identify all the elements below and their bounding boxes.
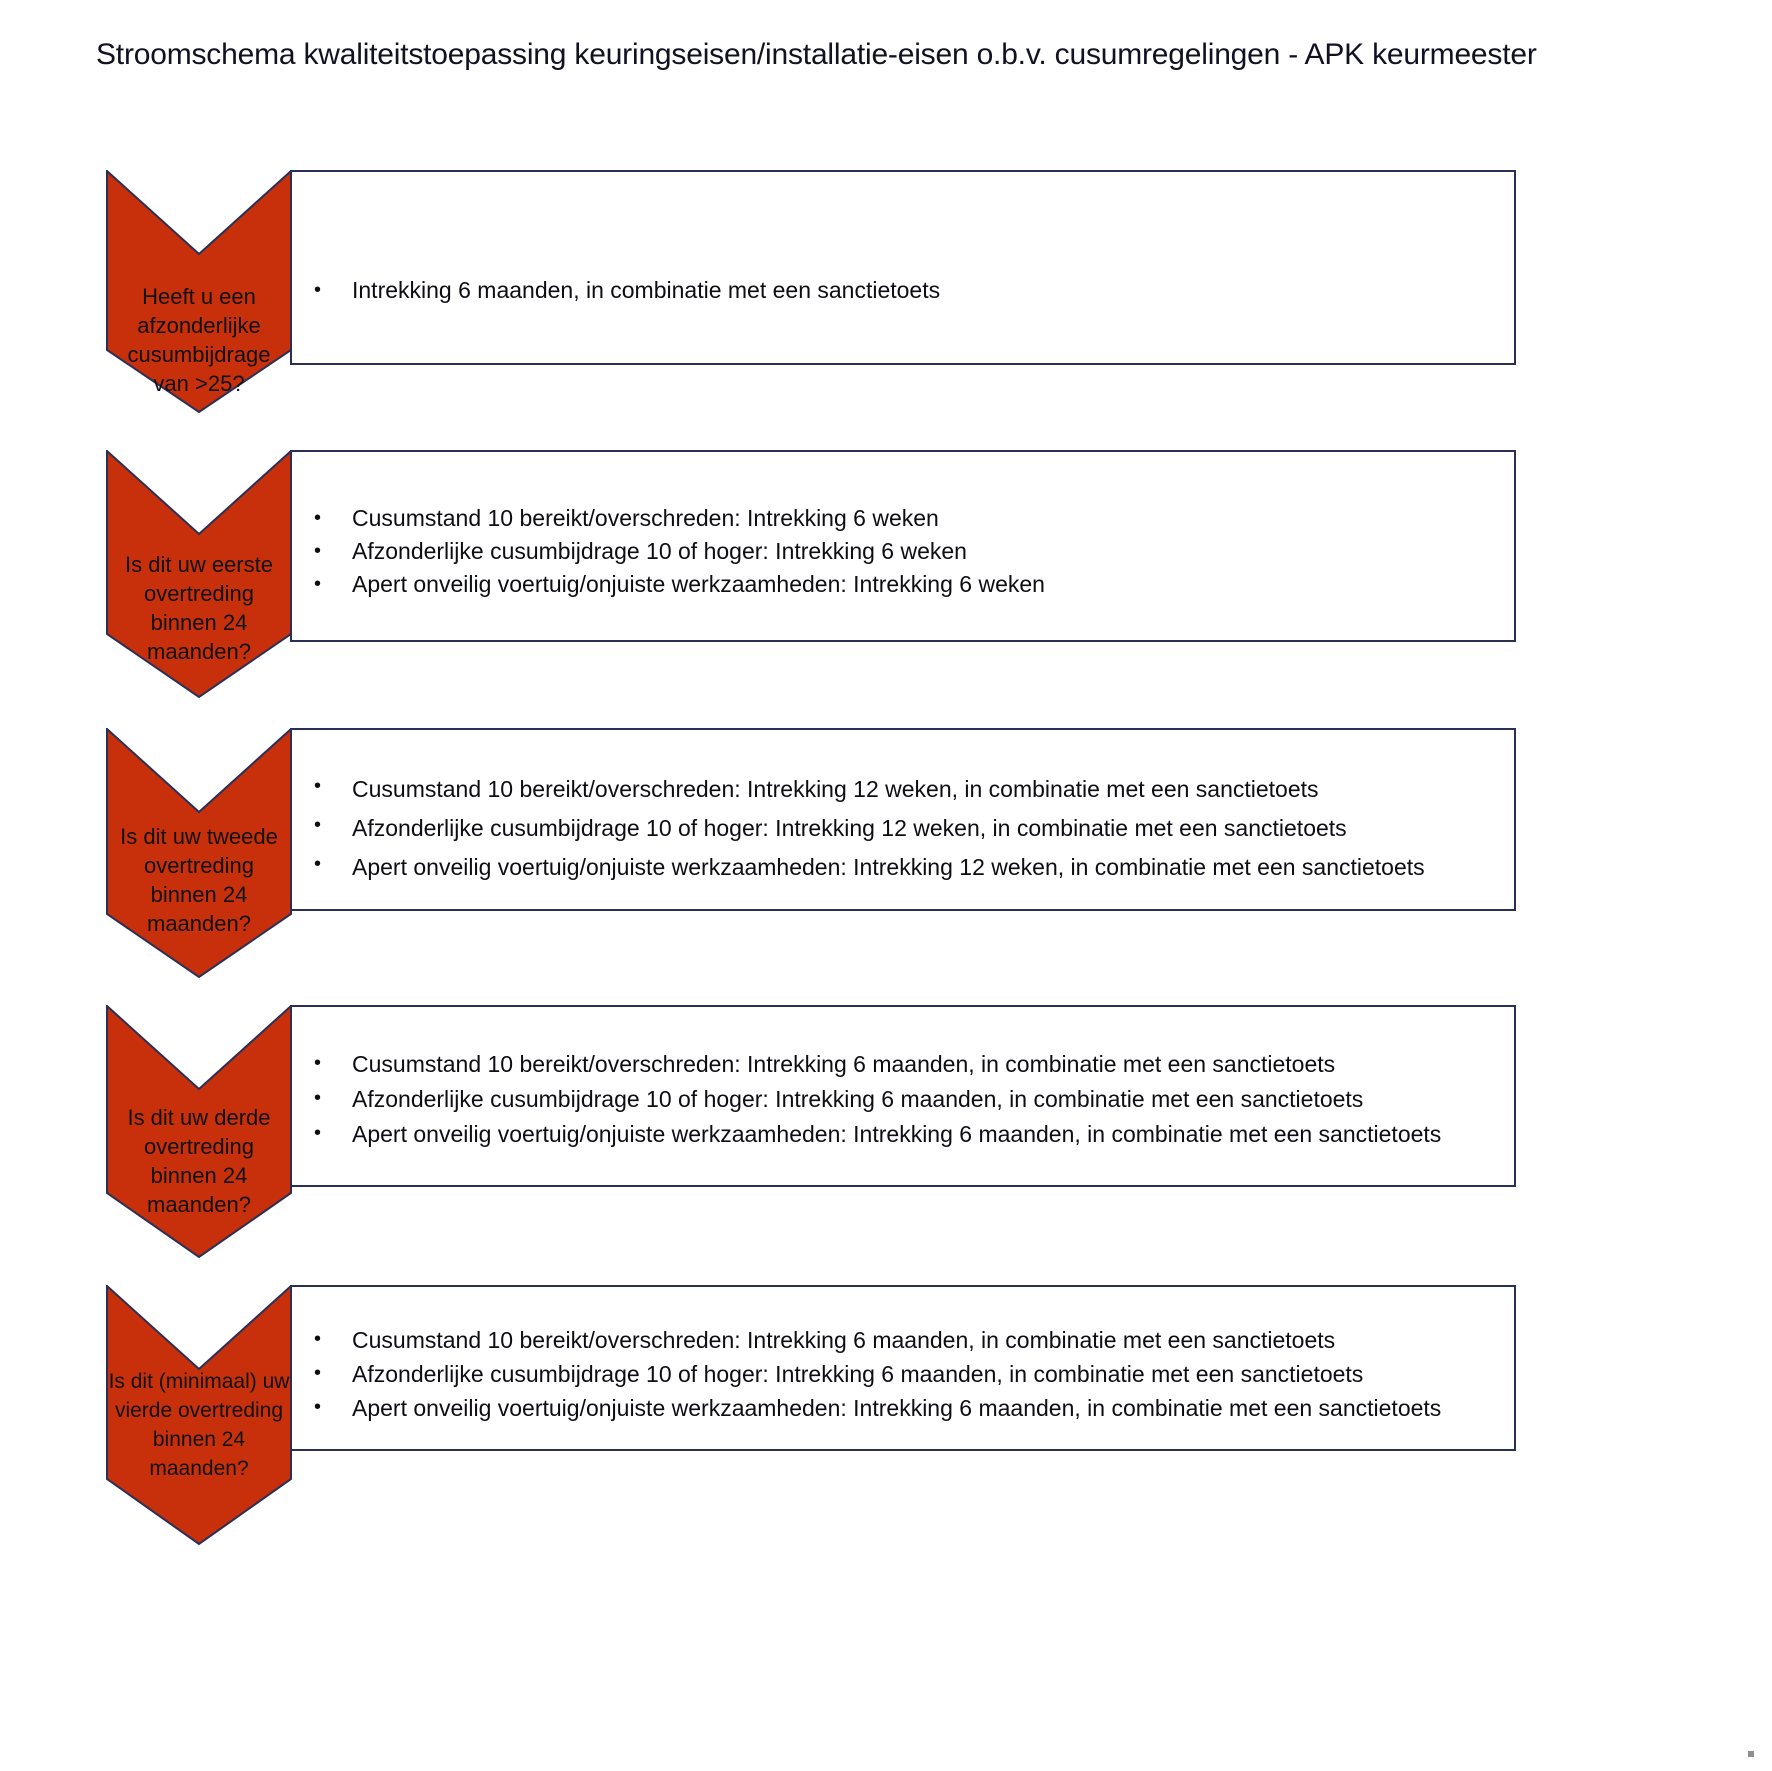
chevron-down-icon <box>106 1285 292 1545</box>
list-item: • Intrekking 6 maanden, in combinatie met een sanctietoets <box>290 274 1516 307</box>
outcome-box-1-bullets <box>290 274 1516 307</box>
question-chevron-2[interactable] <box>106 450 292 698</box>
list-item: • Cusumstand 10 bereikt/overschreden: Intrekking 12 weken, in combinatie met een sanctietoets <box>290 770 1516 809</box>
chevron-down-icon <box>106 1005 292 1258</box>
list-item: • Apert onveilig voertuig/onjuiste werkzaamheden: Intrekking 6 weken <box>290 568 1516 601</box>
list-item: • Cusumstand 10 bereikt/overschreden: Intrekking 6 weken <box>290 502 1516 535</box>
chevron-down-icon <box>106 170 292 413</box>
chevron-down-icon <box>106 728 292 978</box>
question-chevron-2-label: Is dit uw eerste overtreding binnen 24 maanden? <box>125 552 273 664</box>
question-chevron-5[interactable] <box>106 1285 292 1545</box>
outcome-box-1 <box>290 170 1516 365</box>
list-item: • Afzonderlijke cusumbijdrage 10 of hoger: Intrekking 6 maanden, in combinatie met een sanctietoets <box>290 1357 1516 1391</box>
flow-row-1 <box>0 170 1772 430</box>
question-chevron-4-label: Is dit uw derde overtreding binnen 24 maanden? <box>127 1105 271 1217</box>
question-chevron-5-label: Is dit (minimaal) uw vierde overtreding binnen 24 maanden? <box>108 1370 290 1480</box>
outcome-box-2-bullets <box>290 502 1516 601</box>
flow-row-2 <box>0 450 1772 710</box>
page-title: Stroomschema kwaliteitstoepassing keuringseisen/installatie-eisen o.b.v. cusumregelingen - APK keurmeester <box>96 38 1537 71</box>
list-item: • Afzonderlijke cusumbijdrage 10 of hoger: Intrekking 12 weken, in combinatie met een sanctietoets <box>290 809 1516 848</box>
question-chevron-1-label: Heeft u een afzonderlijke cusumbijdrage van >25? <box>127 284 271 396</box>
outcome-box-3-bullets <box>290 770 1516 887</box>
flow-row-4 <box>0 1005 1772 1275</box>
outcome-box-5-bullets <box>290 1323 1516 1425</box>
flow-row-3 <box>0 728 1772 998</box>
list-item: • Afzonderlijke cusumbijdrage 10 of hoger: Intrekking 6 maanden, in combinatie met een sanctietoets <box>290 1082 1516 1117</box>
list-item: • Cusumstand 10 bereikt/overschreden: Intrekking 6 maanden, in combinatie met een sanctietoets <box>290 1323 1516 1357</box>
question-chevron-4[interactable] <box>106 1005 292 1258</box>
chevron-down-icon <box>106 450 292 698</box>
list-item: • Cusumstand 10 bereikt/overschreden: Intrekking 6 maanden, in combinatie met een sanctietoets <box>290 1047 1516 1082</box>
list-item: • Afzonderlijke cusumbijdrage 10 of hoger: Intrekking 6 weken <box>290 535 1516 568</box>
page-corner-mark <box>1748 1751 1754 1757</box>
question-chevron-1[interactable] <box>106 170 292 413</box>
list-item: • Apert onveilig voertuig/onjuiste werkzaamheden: Intrekking 12 weken, in combinatie met een sanctietoets <box>290 848 1516 887</box>
list-item: • Apert onveilig voertuig/onjuiste werkzaamheden: Intrekking 6 maanden, in combinatie met een sanctietoets <box>290 1391 1516 1425</box>
outcome-box-4-bullets <box>290 1047 1516 1152</box>
list-item: • Apert onveilig voertuig/onjuiste werkzaamheden: Intrekking 6 maanden, in combinatie met een sanctietoets <box>290 1117 1516 1152</box>
question-chevron-3-label: Is dit uw tweede overtreding binnen 24 maanden? <box>120 824 278 936</box>
question-chevron-3[interactable] <box>106 728 292 978</box>
flow-row-5 <box>0 1285 1772 1565</box>
